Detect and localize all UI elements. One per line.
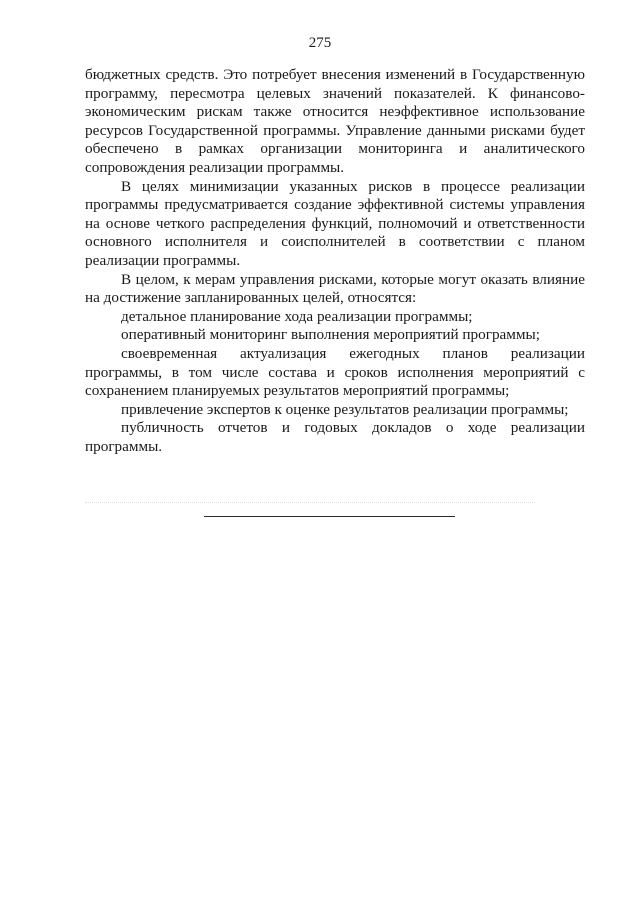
- list-item: оперативный мониторинг выполнения мероприятий программы;: [121, 326, 540, 344]
- document-body: [85, 66, 585, 456]
- list-item: детальное планирование хода реализации программы;: [121, 307, 473, 325]
- paragraph-continuation: бюджетных средств. Это потребует внесения изменений в Государственную программу, пересмотра целевых значений показателей. К финансово-экономическим рискам также относится неэффективное использование ресурсов Государственной программы. Управление данными рисками будет обеспечено в рамках организации мониторинга и аналитического сопровождения реализации программы.: [85, 66, 585, 176]
- list-item: привлечение экспертов к оценке результатов реализации программы;: [121, 400, 569, 418]
- paragraph: В целях минимизации указанных рисков в процессе реализации программы предусматривается создание эффективной системы управления на основе четкого распределения функций, полномочий и ответственности основного исполнителя и соисполнителей в соответствии с планом реализации программы.: [85, 177, 585, 269]
- list-item: своевременная актуализация ежегодных планов реализации программы, в том числе состава и сроков исполнения мероприятий с сохранением планируемых результатов мероприятий программы;: [85, 344, 585, 400]
- page-number: 275: [308, 35, 332, 51]
- section-divider: [204, 516, 455, 517]
- scan-artifact: [85, 502, 535, 505]
- paragraph: В целом, к мерам управления рисками, которые могут оказать влияние на достижение запланированных целей, относятся:: [85, 270, 585, 307]
- list-item: публичность отчетов и годовых докладов о ходе реализации программы.: [85, 419, 585, 455]
